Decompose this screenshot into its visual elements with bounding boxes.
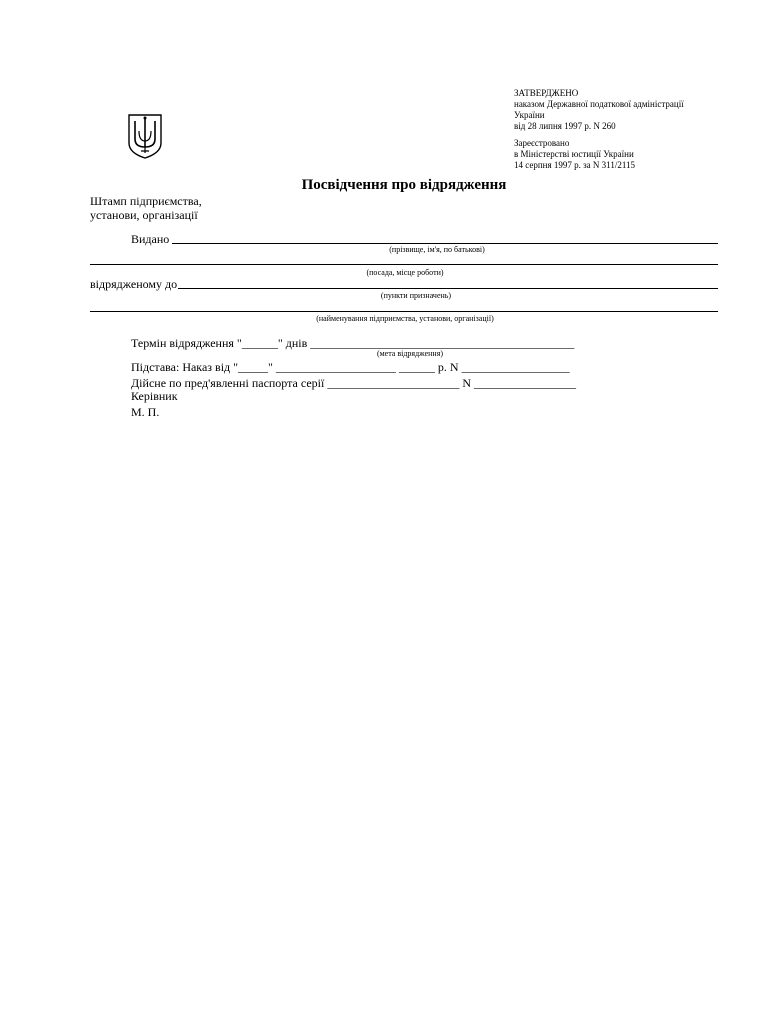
passport-line[interactable]: Дійсне по пред'явленні паспорта серії ______________________ N _________________	[131, 376, 577, 390]
approval-line: від 28 липня 1997 р. N 260	[514, 121, 616, 131]
seal-label: М. П.	[131, 405, 160, 419]
stamp-line: установи, організації	[90, 208, 198, 222]
approval-line: України	[514, 110, 545, 120]
sent-to-label: відрядженому до	[90, 277, 178, 291]
organization-caption: (найменування підприємства, установи, організації)	[316, 314, 494, 323]
basis-line[interactable]: Підстава: Наказ від "_____" ____________________ ______ р. N __________________	[131, 360, 570, 374]
destination-caption: (пункти призначень)	[380, 291, 452, 300]
issued-label: Видано	[131, 232, 170, 246]
term-line[interactable]: Термін відрядження "______" днів ____________________________________________	[131, 336, 575, 350]
registration-line: в Міністерстві юстиції України	[514, 149, 634, 159]
stamp-area	[90, 194, 202, 222]
destination-line[interactable]	[178, 288, 718, 289]
issued-caption: (прізвище, ім'я, по батькові)	[389, 245, 485, 254]
organization-line[interactable]	[90, 311, 718, 312]
approval-line: наказом Державної податкової адміністрації	[514, 99, 684, 109]
registration-line: Зареєстровано	[514, 138, 570, 148]
registration-line: 14 серпня 1997 р. за N 311/2115	[514, 160, 636, 170]
document-title: Посвідчення про відрядження	[301, 177, 507, 193]
trident-coat-of-arms-icon	[127, 113, 163, 159]
issued-name-line[interactable]	[172, 243, 718, 244]
head-label: Керівник	[131, 389, 178, 403]
approval-block	[514, 88, 684, 171]
position-caption: (посада, місце роботи)	[366, 268, 444, 277]
position-line[interactable]	[90, 264, 718, 265]
stamp-line: Штамп підприємства,	[90, 194, 202, 208]
purpose-caption: (мета відрядження)	[376, 349, 444, 358]
approval-line: ЗАТВЕРДЖЕНО	[514, 88, 579, 98]
